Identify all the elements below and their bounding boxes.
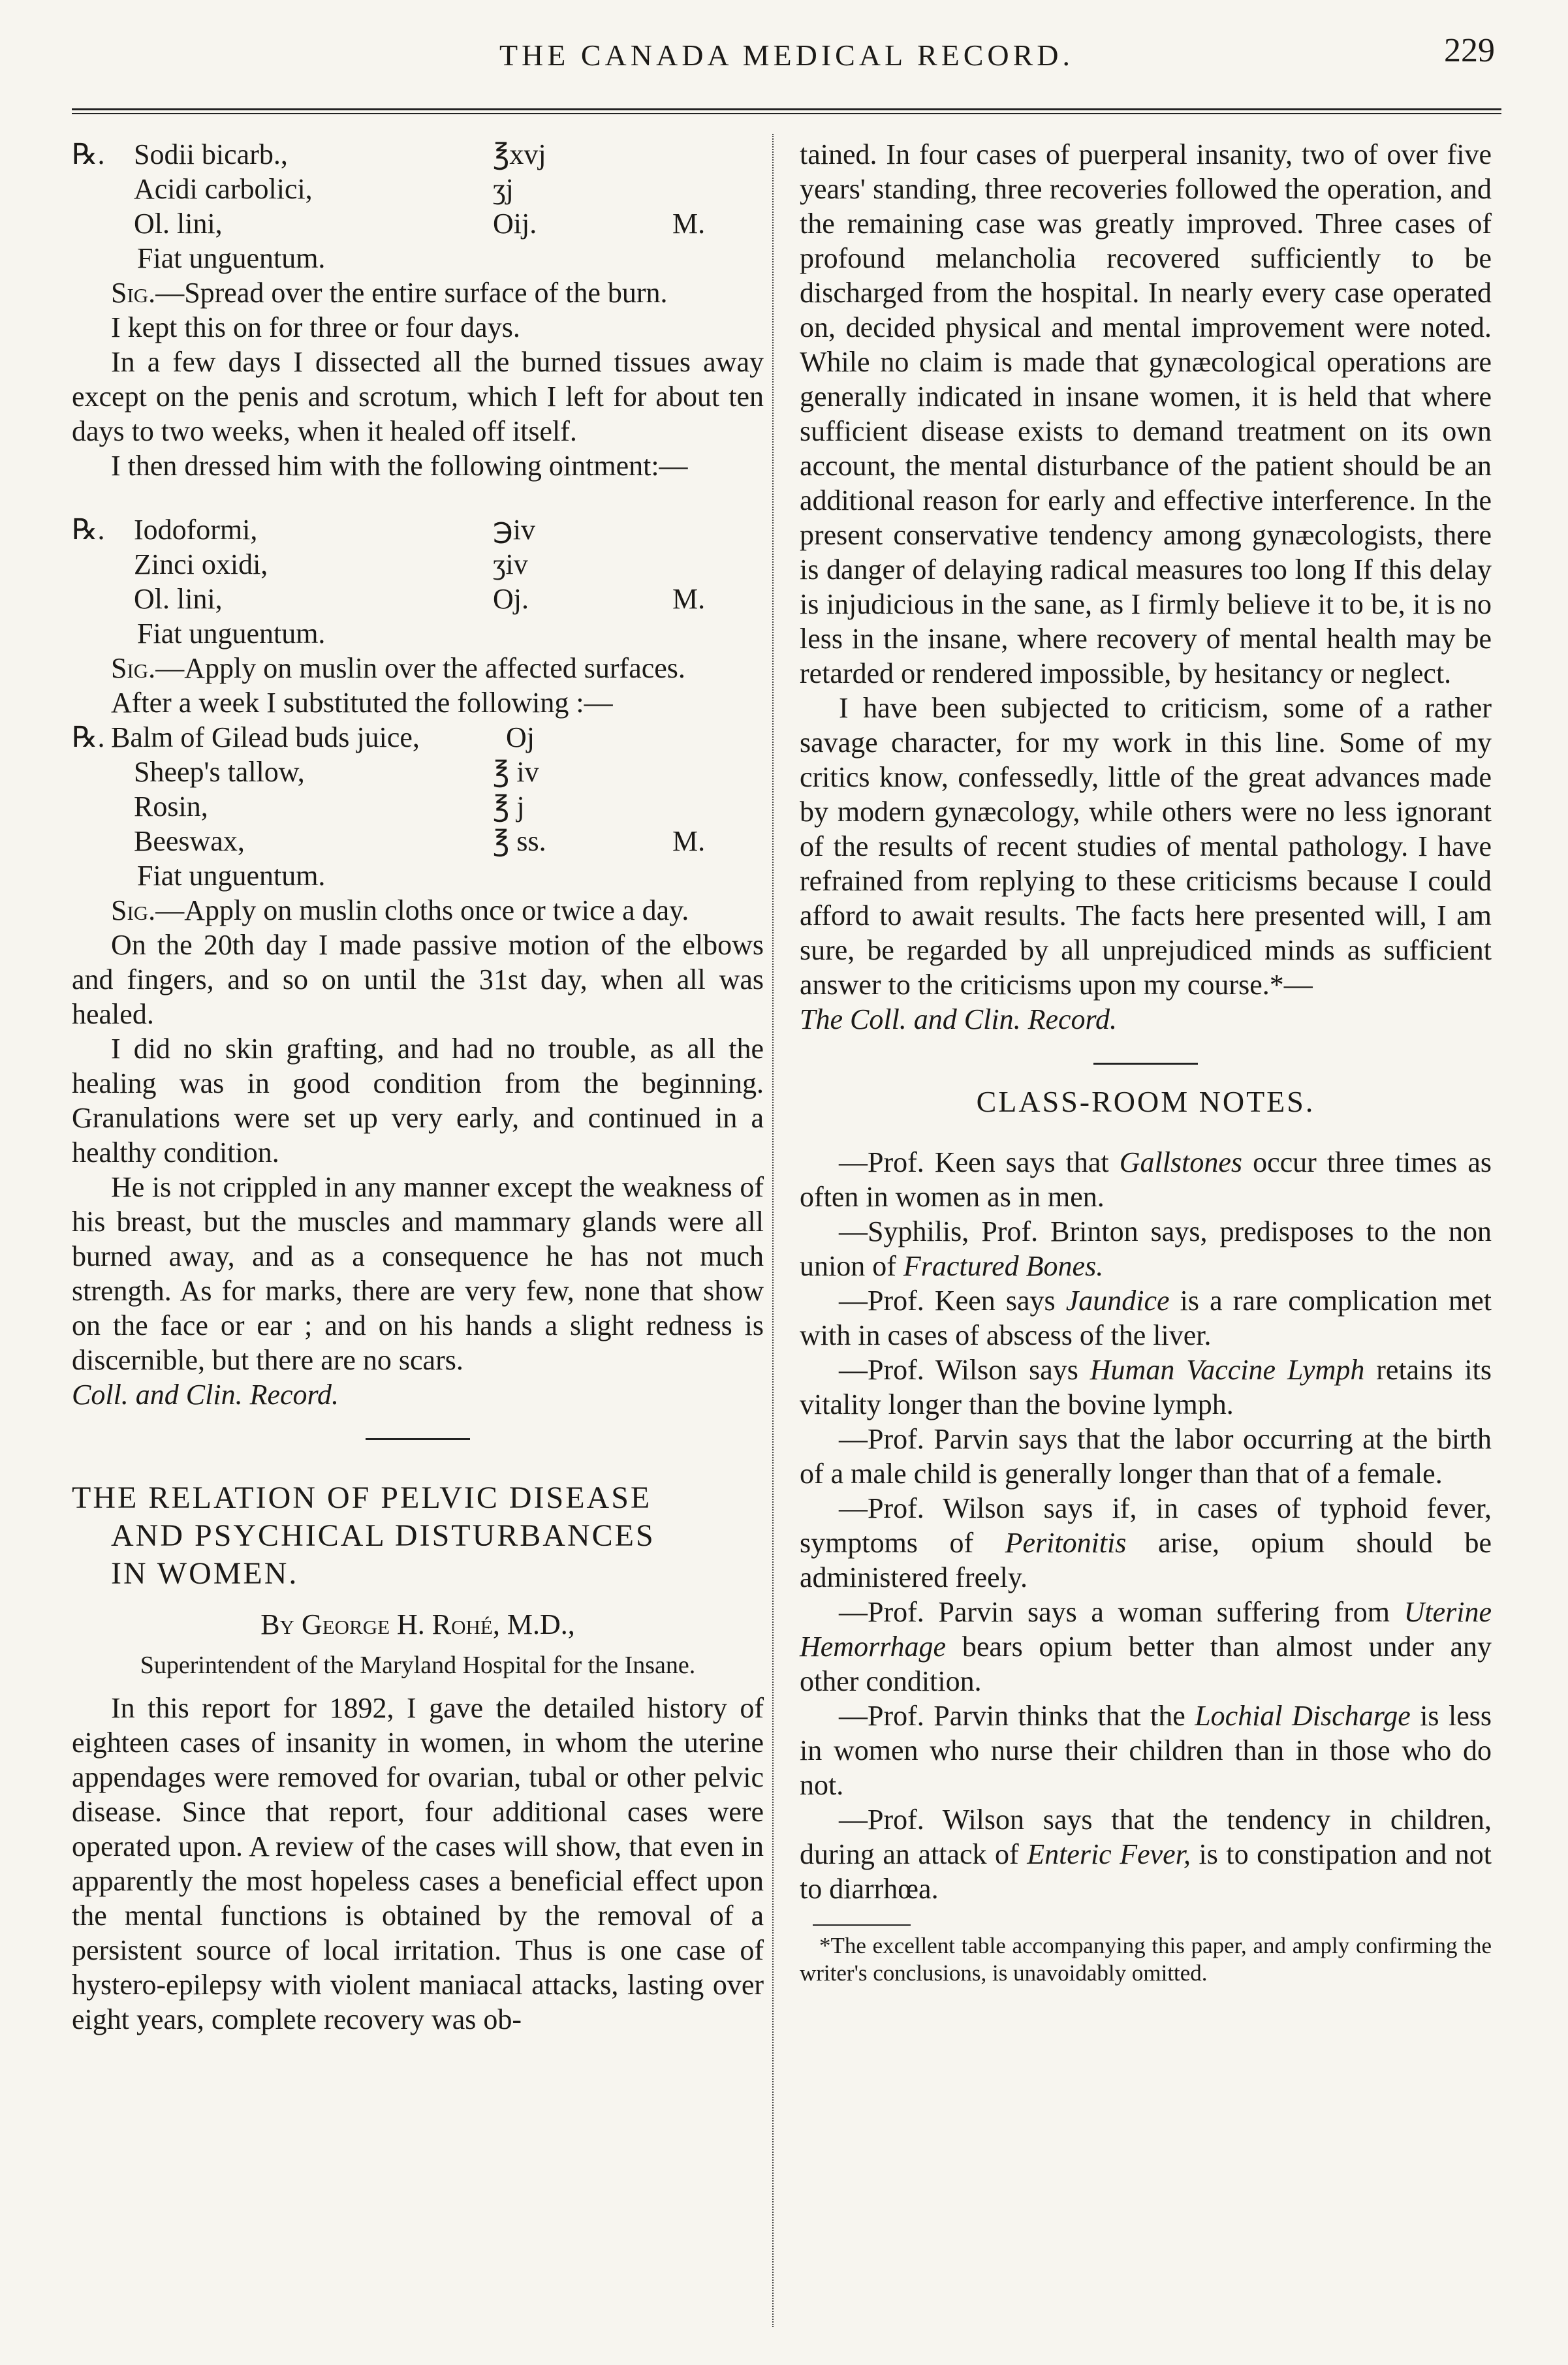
rx-line: ℞. Sodii bicarb., ℥xvj	[72, 138, 546, 170]
header-rule	[72, 108, 1501, 114]
paragraph: I did no skin grafting, and had no trouble, as all the healing was in good condition from the beginning. Granulations were set up very early, and continued in a healthy condition.	[72, 1033, 764, 1168]
section-heading: CLASS-ROOM NOTES.	[976, 1085, 1315, 1118]
signa-paragraph: Sig.—Spread over the entire surface of the burn.	[111, 277, 668, 309]
column-divider	[772, 134, 774, 2327]
note-item: —Syphilis, Prof. Brinton says, predisposes to the non union of Fractured Bones.	[800, 1215, 1492, 1282]
rx-line: ℞. Iodoformi, ℈iv	[72, 514, 535, 546]
rx-line: Acidi carbolici, ʒj	[134, 173, 514, 205]
page-number: 229	[1444, 32, 1495, 69]
source-citation: The Coll. and Clin. Record.	[800, 1003, 1118, 1035]
article-byline: By George H. Rohé, M.D.,	[260, 1608, 575, 1640]
note-item: —Prof. Parvin thinks that the Lochial Discharge is less in women who nurse their children than in those who do not.	[800, 1700, 1492, 1801]
note-item: —Prof. Keen says that Gallstones occur three times as often in women as in men.	[800, 1146, 1492, 1213]
paragraph: I kept this on for three or four days.	[111, 311, 520, 343]
paragraph: In this report for 1892, I gave the detailed history of eighteen cases of insanity in women, in whom the uterine appendages were removed for ovarian, tubal or other pelvic disease. Since that report, four additional cases were operated upon. A review of the cases will show, that even in apparently the most hopeless cases a beneficial effect upon the mental functions is obtained by the removal of a persistent source of local irritation. Thus is one case of hystero-epilepsy with violent maniacal attacks, lasting over eight years, complete recovery was ob-	[72, 1692, 764, 2035]
paragraph: In a few days I dissected all the burned tissues away except on the penis and scrotum, which I left for about ten days to two weeks, when it healed off itself.	[72, 346, 764, 447]
rx-line: Rosin, ℥ j	[134, 791, 525, 822]
rx-fiat: Fiat unguentum.	[137, 860, 326, 892]
section-rule	[366, 1438, 470, 1440]
left-column	[72, 137, 764, 2037]
rx-line: Ol. lini, Oij. M.	[134, 208, 706, 240]
note-item: —Prof. Parvin says that the labor occurring at the birth of a male child is generally longer than that of a female.	[800, 1423, 1492, 1490]
note-item: —Prof. Wilson says Human Vaccine Lymph retains its vitality longer than the bovine lymph.	[800, 1354, 1492, 1420]
signa-paragraph: Sig.—Apply on muslin cloths once or twice a day.	[111, 894, 689, 926]
footnote-rule	[813, 1924, 911, 1926]
signa-paragraph: Sig.—Apply on muslin over the affected surfaces.	[111, 652, 685, 684]
article-title: THE RELATION OF PELVIC DISEASE AND PSYCHICAL DISTURBANCES IN WOMEN.	[72, 1480, 655, 1591]
rx-fiat: Fiat unguentum.	[137, 618, 326, 650]
paragraph: After a week I substituted the following :—	[111, 687, 613, 719]
rx-line: Zinci oxidi, ʒiv	[134, 548, 528, 580]
author-affiliation: Superintendent of the Maryland Hospital for the Insane.	[140, 1652, 696, 1679]
prescription-1	[72, 137, 764, 275]
paragraph: I have been subjected to criticism, some of a rather savage character, for my work in this line. Some of my critics know, confessedly, little of the great advances made by modern gynæcology, while others were no less ignorant of the results of recent studies of mental pathology. I have refrained from replying to these criticisms because I could afford to await results. The facts here presented will, I am sure, be regarded by all unprejudiced minds as sufficient answer to the criticisms upon my course.*— The Coll. and Clin. Record.	[800, 692, 1492, 1035]
running-title: THE CANADA MEDICAL RECORD.	[499, 39, 1074, 72]
rx-fiat: Fiat unguentum.	[137, 242, 326, 274]
page-header	[72, 31, 1501, 103]
note-item: —Prof. Wilson says that the tendency in children, during an attack of Enteric Fever, is to constipation and not to diarrhœa.	[800, 1804, 1492, 1905]
note-item: —Prof. Parvin says a woman suffering from Uterine Hemorrhage bears opium better than almost under any other condition.	[800, 1596, 1492, 1697]
rx-line: Ol. lini, Oj. M.	[134, 583, 706, 615]
footnote: *The excellent table accompanying this paper, and amply confirming the writer's conclusions, is unavoidably omitted.	[800, 1933, 1492, 1986]
right-column	[800, 137, 1492, 1987]
prescription-3	[72, 720, 764, 893]
rx-line: ℞. Balm of Gilead buds juice, Oj	[72, 721, 535, 753]
rx-line: Sheep's tallow, ℥ iv	[134, 756, 539, 788]
section-rule	[1093, 1063, 1198, 1065]
paragraph: On the 20th day I made passive motion of the elbows and fingers, and so on until the 31st day, when all was healed.	[72, 929, 764, 1030]
paragraph: tained. In four cases of puerperal insanity, two of over five years' standing, three recoveries followed the operation, and the remaining case was greatly improved. Three cases of profound melancholia recovered sufficiently to be discharged from the hospital. In nearly every case operated on, decided physical and mental improvement were noted. While no claim is made that gynæcological operations are generally indicated in insane women, it is held that where sufficient disease exists to demand treatment on its own account, the mental disturbance of the patient should be an additional reason for early and effective interference. In the present conservative tendency among gynæcologists, there is danger of delaying radical measures too long If this delay is injudicious in the sane, as I firmly believe it to be, it is no less in the insane, where recovery of mental health may be retarded or rendered impossible, by hesitancy or neglect.	[800, 138, 1492, 689]
source-citation: Coll. and Clin. Record.	[72, 1379, 339, 1411]
note-item: —Prof. Wilson says if, in cases of typhoid fever, symptoms of Peritonitis arise, opium should be administered freely.	[800, 1492, 1492, 1593]
paragraph: I then dressed him with the following ointment:—	[111, 450, 688, 482]
paragraph: He is not crippled in any manner except the weakness of his breast, but the muscles and mammary glands were all burned away, and as a consequence he has not much strength. As for marks, there are very few, none that show on the face or ear ; and on his hands a slight redness is discernible, but there are no scars. Coll. and Clin. Record.	[72, 1171, 764, 1411]
rx-line: Beeswax, ℥ ss. M.	[134, 825, 706, 857]
note-item: —Prof. Keen says Jaundice is a rare complication met with in cases of abscess of the liver.	[800, 1285, 1492, 1351]
prescription-2	[72, 512, 764, 651]
